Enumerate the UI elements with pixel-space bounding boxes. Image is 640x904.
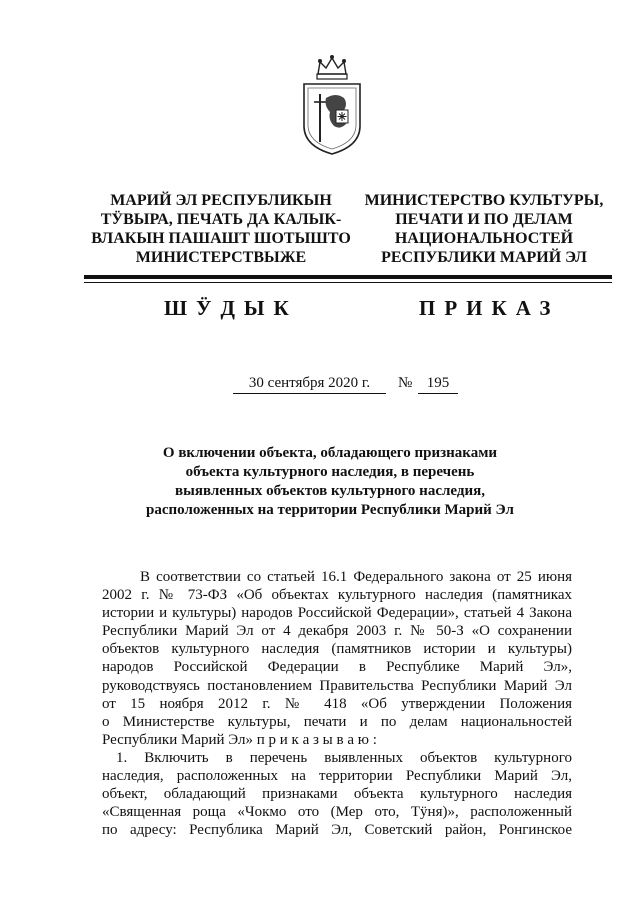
- title-line: расположенных на территории Республики Марий Эл: [146, 502, 514, 518]
- header-left-line: МИНИСТЕРСТВЫЖЕ: [135, 249, 307, 266]
- order-title: [110, 444, 550, 520]
- doc-type-mari: ШӰДЫК: [164, 296, 298, 320]
- body-line: народов Российской Федерации в Республике Марий Эл»,: [102, 659, 572, 676]
- body-line: руководствуясь постановлением Правительства Республики Марий Эл: [102, 677, 572, 694]
- title-line: О включении объекта, обладающего признаками: [162, 445, 498, 461]
- body-line: «Священная роща «Чокмо ото (Мер ото, Тӱня)», расположенный: [102, 804, 572, 821]
- body-line: по адресу: Республика Марий Эл, Советский район, Ронгинское: [102, 822, 572, 839]
- header-left-line: ТӰВЫРА, ПЕЧАТЬ ДА КАЛЫК-: [100, 211, 342, 228]
- header-right-line: ПЕЧАТИ И ПО ДЕЛАМ: [395, 211, 573, 228]
- header-right-line: РЕСПУБЛИКИ МАРИЙ ЭЛ: [381, 249, 587, 266]
- header-divider-thick: [84, 275, 612, 279]
- body-line: Республики Марий Эл от 4 декабря 2003 г. № 50-З «О сохранении: [102, 623, 572, 640]
- header-right-line: НАЦИОНАЛЬНОСТЕЙ: [394, 230, 574, 247]
- order-body: [102, 568, 572, 839]
- order-date: 30 сентября 2020 г.: [233, 375, 386, 394]
- header-left-line: МАРИЙ ЭЛ РЕСПУБЛИКЫН: [110, 192, 332, 209]
- doc-type-russian: ПРИКАЗ: [419, 296, 560, 320]
- body-line: В соответствии со статьей 16.1 Федерального закона от 25 июня: [140, 569, 572, 585]
- body-line: истории и культуры) народов Российской Федерации», статьей 4 Закона: [102, 605, 572, 622]
- body-line: объект, обладающий признаками объекта культурного наследия: [102, 786, 572, 803]
- body-line: объектов культурного наследия (памятников истории и культуры): [102, 641, 572, 658]
- title-line: выявленных объектов культурного наследия,: [175, 483, 485, 499]
- order-number: 195: [418, 375, 458, 394]
- body-line: Республики Марий Эл» п р и к а з ы в а ю :: [102, 731, 377, 748]
- body-line: от 15 ноября 2012 г. № 418 «Об утверждении Положения: [102, 695, 572, 712]
- number-sign: №: [398, 375, 413, 391]
- header-divider-thin: [84, 282, 612, 283]
- body-line: о Министерстве культуры, печати и по делам национальностей: [102, 713, 572, 730]
- body-line: 2002 г. № 73-ФЗ «Об объектах культурного наследия (памятниках: [102, 587, 572, 604]
- body-line: 1. Включить в перечень выявленных объектов культурного: [116, 749, 572, 766]
- coat-of-arms-icon: [296, 54, 368, 158]
- title-line: объекта культурного наследия, в перечень: [185, 464, 475, 480]
- ministry-name-mari: [90, 191, 352, 267]
- header-left-line: ВЛАКЫН ПАШАШТ ШОТЫШТО: [91, 230, 351, 247]
- ministry-name-russian: [362, 191, 606, 267]
- body-line: наследия, расположенных на территории Республики Марий Эл,: [102, 768, 572, 785]
- header-right-line: МИНИСТЕРСТВО КУЛЬТУРЫ,: [364, 192, 604, 209]
